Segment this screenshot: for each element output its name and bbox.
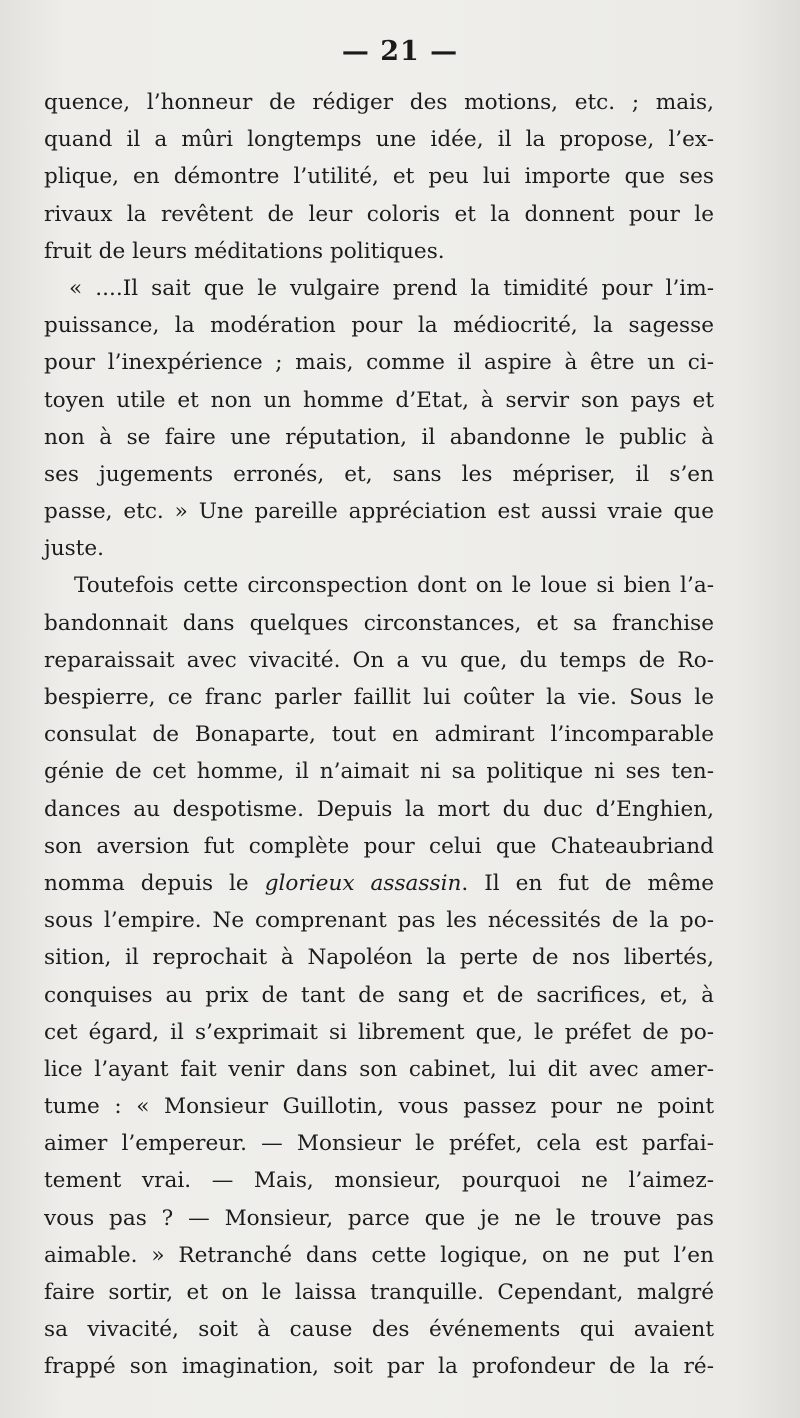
text-line: puissance, la modération pour la médiocrité, la sagesse [44, 313, 714, 339]
text-line: juste. [44, 536, 105, 562]
text-line: fruit de leurs méditations politiques. [44, 238, 445, 264]
text-line: cet égard, il s’exprimait si librement que, le préfet de po- [44, 1019, 714, 1045]
text-line: ses jugements erronés, et, sans les mépriser, il s’en [44, 461, 714, 487]
text-line: quand il a mûri longtemps une idée, il la propose, l’ex- [44, 127, 714, 153]
body-text [44, 84, 714, 1386]
italic-phrase: glorieux assassin [264, 870, 462, 896]
text-segment: . Il en fut de même [461, 870, 715, 896]
text-line [44, 865, 714, 902]
text-segment: nomma depuis le [44, 870, 265, 896]
text-line: sa vivacité, soit à cause des événements qui avaient [44, 1317, 714, 1343]
text-line: non à se faire une réputation, il abandonne le public à [44, 424, 714, 450]
text-line: sous l’empire. Ne comprenant pas les nécessités de la po- [44, 908, 714, 934]
text-line: génie de cet homme, il n’aimait ni sa politique ni ses ten- [44, 759, 714, 785]
text-line: vous pas ? — Monsieur, parce que je ne le trouve pas [44, 1205, 714, 1231]
text-line: « ....Il sait que le vulgaire prend la timidité pour l’im- [69, 275, 714, 301]
text-line: rivaux la revêtent de leur coloris et la donnent pour le [44, 201, 714, 227]
text-line: Toutefois cette circonspection dont on le loue si bien l’a- [74, 573, 714, 599]
text-line: tume : « Monsieur Guillotin, vous passez pour ne point [44, 1094, 714, 1120]
text-line: pour l’inexpérience ; mais, comme il aspire à être un ci- [44, 350, 714, 376]
text-line: faire sortir, et on le laissa tranquille. Cependant, malgré [44, 1280, 714, 1305]
text-line: plique, en démontre l’utilité, et peu lui importe que ses [44, 164, 714, 190]
text-line: toyen utile et non un homme d’Etat, à servir son pays et [44, 387, 714, 413]
text-line: tement vrai. — Mais, monsieur, pourquoi ne l’aimez- [44, 1168, 714, 1194]
text-line: frappé son imagination, soit par la profondeur de la ré- [44, 1354, 714, 1380]
text-line: reparaissait avec vivacité. On a vu que, du temps de Ro- [44, 647, 714, 673]
text-line: sition, il reprochait à Napoléon la perte de nos libertés, [44, 945, 714, 971]
text-line: son aversion fut complète pour celui que Chateaubriand [44, 833, 714, 859]
text-line: bandonnait dans quelques circonstances, et sa franchise [44, 610, 714, 636]
text-line: aimer l’empereur. — Monsieur le préfet, cela est parfai- [44, 1131, 714, 1157]
text-line: conquises au prix de tant de sang et de sacrifices, et, à [44, 982, 714, 1008]
text-line: dances au despotisme. Depuis la mort du duc d’Enghien, [44, 796, 714, 822]
text-line: passe, etc. » Une pareille appréciation est aussi vraie que [44, 499, 714, 525]
text-line: consulat de Bonaparte, tout en admirant l’incomparable [44, 722, 714, 748]
text-line: bespierre, ce franc parler faillit lui coûter la vie. Sous le [44, 685, 714, 710]
page-number: — 21 — [341, 36, 459, 67]
text-line: lice l’ayant fait venir dans son cabinet, lui dit avec amer- [44, 1056, 714, 1082]
text-line: quence, l’honneur de rédiger des motions, etc. ; mais, [44, 90, 714, 115]
text-line: aimable. » Retranché dans cette logique, on ne put l’en [44, 1242, 714, 1268]
